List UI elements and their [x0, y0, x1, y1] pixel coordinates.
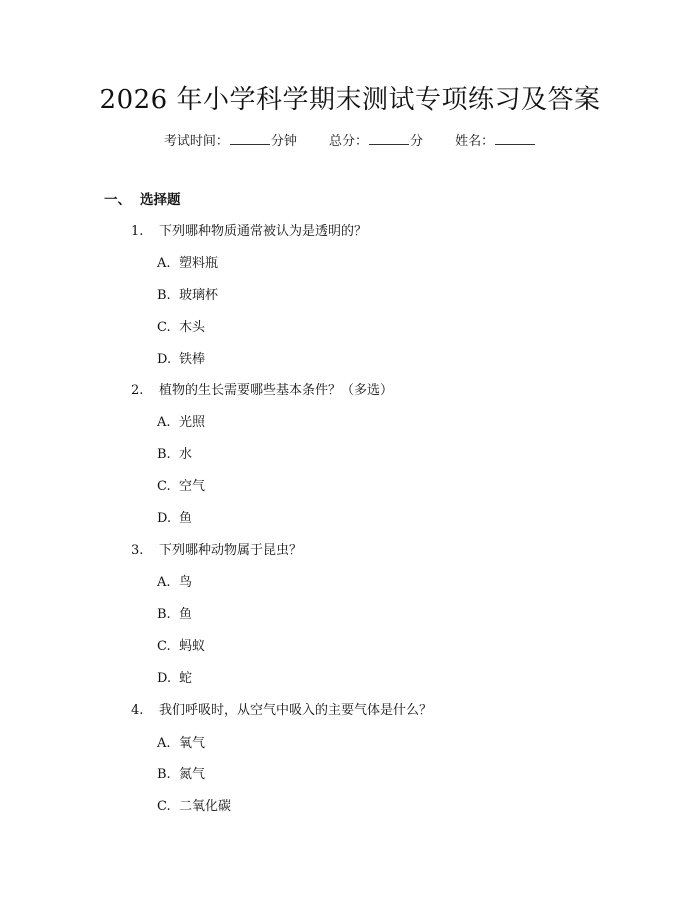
question — [131, 381, 393, 401]
option — [157, 254, 218, 274]
score-unit: 分 — [410, 134, 424, 149]
option — [157, 413, 205, 433]
page-title: 2026 年小学科学期末测试专项练习及答案 — [99, 85, 601, 115]
option — [157, 286, 218, 306]
section-heading — [104, 190, 181, 210]
time-blank — [230, 130, 270, 145]
question-number: 3. — [131, 543, 144, 558]
exam-time — [164, 130, 297, 152]
question-number: 2. — [131, 383, 144, 398]
option-letter: C. — [157, 639, 171, 654]
option-text: 二氧化碳 — [179, 799, 232, 814]
option-text: 玻璃杯 — [179, 288, 219, 303]
option — [157, 765, 205, 785]
option-letter: C. — [157, 320, 171, 335]
option — [157, 350, 205, 370]
option — [157, 797, 231, 817]
total-score — [329, 130, 423, 152]
option-text: 鱼 — [179, 607, 193, 622]
time-label: 考试时间： — [163, 134, 229, 149]
time-unit: 分钟 — [270, 134, 297, 149]
option-letter: D. — [157, 352, 172, 367]
option — [157, 637, 205, 657]
option-letter: C. — [157, 479, 171, 494]
option-text: 鸟 — [179, 575, 193, 590]
option-text: 塑料瓶 — [179, 256, 219, 271]
option — [157, 669, 192, 689]
name-label: 姓名： — [455, 134, 495, 149]
section-number: 一、 — [104, 192, 131, 208]
question — [131, 541, 302, 561]
question-text: 下列哪种物质通常被认为是透明的？ — [159, 224, 368, 239]
exam-meta — [0, 130, 700, 152]
score-blank — [369, 130, 409, 145]
student-name — [455, 130, 536, 152]
question-text: 植物的生长需要哪些基本条件？（多选） — [159, 383, 394, 398]
option — [157, 318, 205, 338]
option — [157, 734, 205, 754]
option-letter: A. — [157, 575, 171, 590]
question — [131, 222, 367, 242]
option-text: 铁棒 — [179, 352, 206, 367]
option — [157, 509, 192, 529]
name-blank — [495, 130, 535, 145]
option-letter: C. — [157, 799, 171, 814]
option-text: 木头 — [179, 320, 206, 335]
option — [157, 445, 192, 465]
score-label: 总分： — [328, 134, 368, 149]
option-letter: A. — [157, 736, 171, 751]
option-letter: A. — [157, 415, 171, 430]
option — [157, 605, 192, 625]
section-title: 选择题 — [140, 192, 181, 208]
option-letter: D. — [157, 671, 172, 686]
option-letter: B. — [157, 288, 171, 303]
option-letter: A. — [157, 256, 171, 271]
option — [157, 477, 205, 497]
option-text: 氧气 — [179, 736, 206, 751]
option-text: 鱼 — [179, 511, 193, 526]
question — [131, 701, 432, 721]
option-text: 蛇 — [179, 671, 193, 686]
option-letter: B. — [157, 607, 171, 622]
option-text: 空气 — [179, 479, 206, 494]
question-text: 我们呼吸时，从空气中吸入的主要气体是什么？ — [159, 703, 433, 718]
question-number: 4. — [131, 703, 144, 718]
question-text: 下列哪种动物属于昆虫？ — [159, 543, 303, 558]
option-letter: B. — [157, 767, 171, 782]
option-text: 水 — [179, 447, 193, 462]
option-text: 氮气 — [179, 767, 206, 782]
option-text: 光照 — [179, 415, 206, 430]
option-letter: D. — [157, 511, 172, 526]
option-letter: B. — [157, 447, 171, 462]
option-text: 蚂蚁 — [179, 639, 206, 654]
question-number: 1. — [131, 224, 144, 239]
option — [157, 573, 192, 593]
